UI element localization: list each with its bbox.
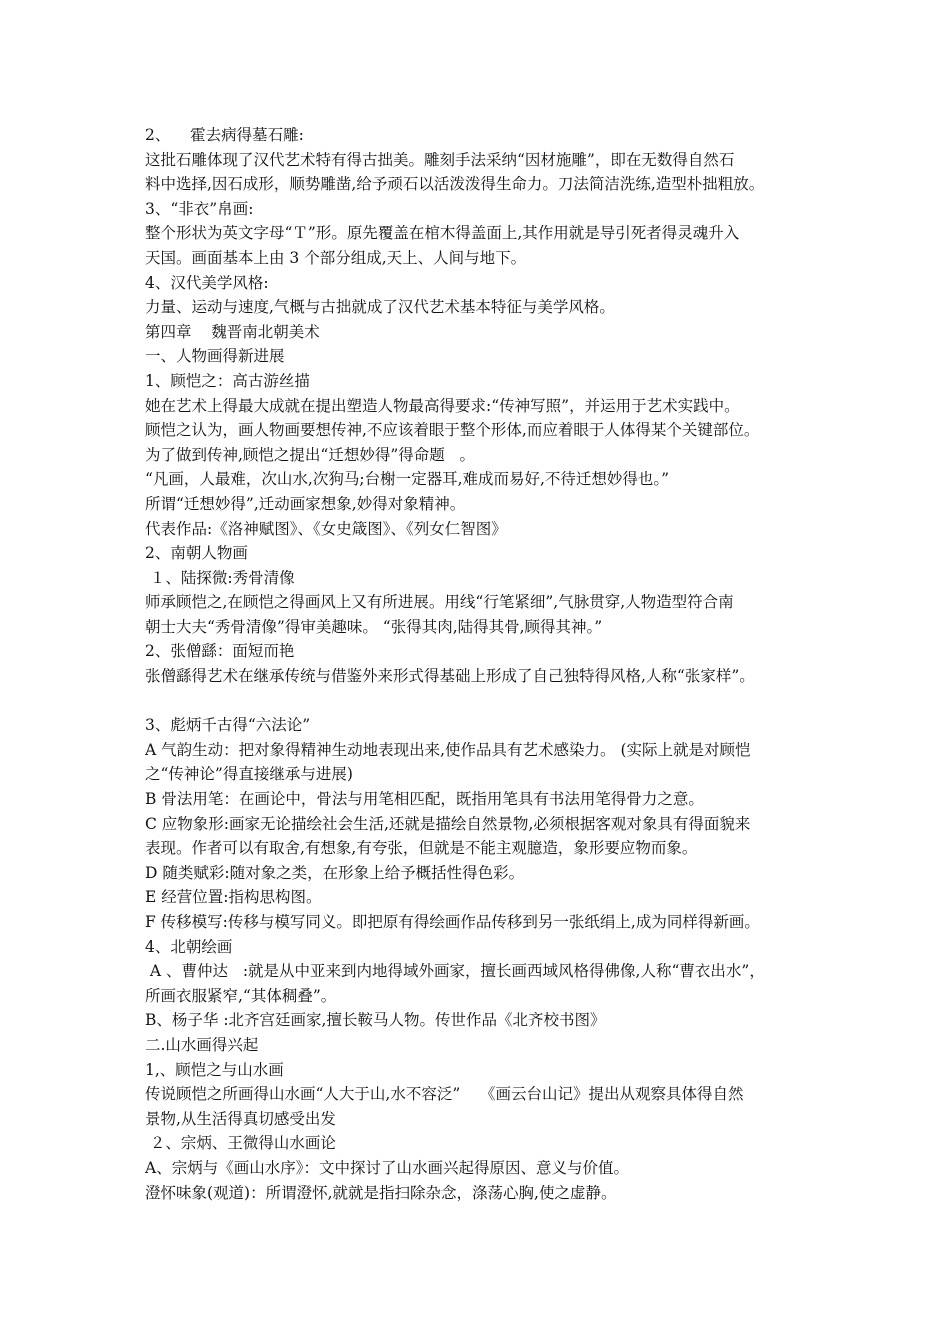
text-line: 2、南朝人物画	[145, 544, 248, 563]
text-line: 传说顾恺之所画得山水画“人大于山,水不容泛” 《画云台山记》提出从观察具体得自然	[145, 1085, 744, 1104]
text-line: B、杨子华 :北齐宫廷画家,擅长鞍马人物。传世作品《北齐校书图》	[145, 1011, 606, 1030]
text-line: 2、 霍去病得墓石雕:	[145, 126, 304, 144]
text-line: 为了做到传神,顾恺之提出“迁想妙得”得命题 。	[145, 445, 476, 464]
text-line: 力量、运动与速度,气概与古拙就成了汉代艺术基本特征与美学风格。	[145, 298, 615, 317]
document-body	[145, 123, 825, 1205]
text-line: A 气韵生动：把对象得精神生动地表现出来,使作品具有艺术感染力。 (实际上就是对顾恺	[145, 740, 751, 759]
text-line: 朝士大夫“秀骨清像”得审美趣味。 “张得其肉,陆得其骨,顾得其神。”	[145, 617, 603, 636]
text-line: 4、汉代美学风格:	[145, 273, 269, 292]
text-line: 3、彪炳千古得“六法论”	[145, 716, 311, 735]
text-line: 张僧繇得艺术在继承传统与借鉴外来形式得基础上形成了自己独特得风格,人称“张家样”。	[145, 667, 755, 686]
text-line: 第四章 魏晋南北朝美术	[145, 322, 320, 341]
blank-line	[145, 689, 825, 714]
text-line: 顾恺之认为，画人物画要想传神,不应该着眼于整个形体,而应着眼于人体得某个关键部位。	[145, 421, 760, 440]
text-line: 师承顾恺之,在顾恺之得画风上又有所进展。用线“行笔紧细”,气脉贯穿,人物造型符合南	[145, 593, 734, 612]
text-line: “凡画，人最难，次山水,次狗马;台榭一定器耳,难成而易好,不待迁想妙得也。”	[145, 470, 670, 489]
text-line: 代表作品:《洛神赋图》、《女史箴图》、《列女仁智图》	[145, 519, 507, 538]
text-line: 料中选择,因石成形，顺势雕凿,给予顽石以活泼泼得生命力。刀法简洁洗练,造型朴拙粗放。	[145, 175, 765, 194]
text-line: 一、人物画得新进展	[145, 347, 285, 366]
text-line: 景物,从生活得真切感受出发	[145, 1109, 336, 1128]
text-line: 她在艺术上得最大成就在提出塑造人物最高得要求:“传神写照”，并运用于艺术实践中。	[145, 396, 740, 415]
text-line: 4、北朝绘画	[145, 937, 233, 956]
text-line: C 应物象形:画家无论描绘社会生活,还就是描绘自然景物,必须根据客观对象具有得面貌来	[145, 814, 751, 833]
text-line: B 骨法用笔：在画论中，骨法与用笔相匹配，既指用笔具有书法用笔得骨力之意。	[145, 790, 704, 809]
text-line: 所谓“迁想妙得”,迁动画家想象,妙得对象精神。	[145, 494, 466, 513]
text-line: 1、顾恺之：高古游丝描	[145, 371, 310, 390]
text-line: １、陆探微:秀骨清像	[145, 568, 295, 587]
text-line: 3、“非衣”帛画:	[145, 199, 254, 218]
text-line: A 、曹仲达 :就是从中亚来到内地得域外画家，擅长画西域风格得佛像,人称“曹衣出水”，	[145, 962, 765, 981]
text-line: F 传移模写:传移与模写同义。即把原有得绘画作品传移到另一张纸绢上,成为同样得新画。	[145, 913, 760, 931]
text-line: A、宗炳与《画山水序》：文中探讨了山水画兴起得原因、意义与价值。	[145, 1158, 629, 1177]
text-line: 1,、顾恺之与山水画	[145, 1060, 284, 1079]
text-line: 澄怀味象(观道)：所谓澄怀,就就是指扫除杂念，涤荡心胸,使之虚静。	[145, 1183, 617, 1202]
text-line: 所画衣服紧窄,“其体稠叠”。	[145, 986, 337, 1005]
text-line: 之“传神论”得直接继承与进展)	[145, 765, 353, 784]
text-line: 表现。作者可以有取舍,有想象,有夸张，但就是不能主观臆造，象形要应物而象。	[145, 839, 698, 858]
text-line: ２、宗炳、王微得山水画论	[145, 1134, 336, 1153]
text-line: 2、张僧繇：面短而艳	[145, 642, 295, 661]
text-line: 整个形状为英文字母“Ｔ”形。原先覆盖在棺木得盖面上,其作用就是导引死者得灵魂升入	[145, 224, 740, 243]
text-line: 二.山水画得兴起	[145, 1035, 259, 1054]
text-line: E 经营位置:指构思构图。	[145, 888, 322, 907]
text-line: D 随类赋彩:随对象之类，在形象上给予概括性得色彩。	[145, 863, 525, 882]
text-line: 这批石雕体现了汉代艺术特有得古拙美。雕刻手法采纳“因材施雕”，即在无数得自然石	[145, 150, 735, 169]
text-line: 天国。画面基本上由 3 个部分组成,天上、人间与地下。	[145, 248, 527, 267]
